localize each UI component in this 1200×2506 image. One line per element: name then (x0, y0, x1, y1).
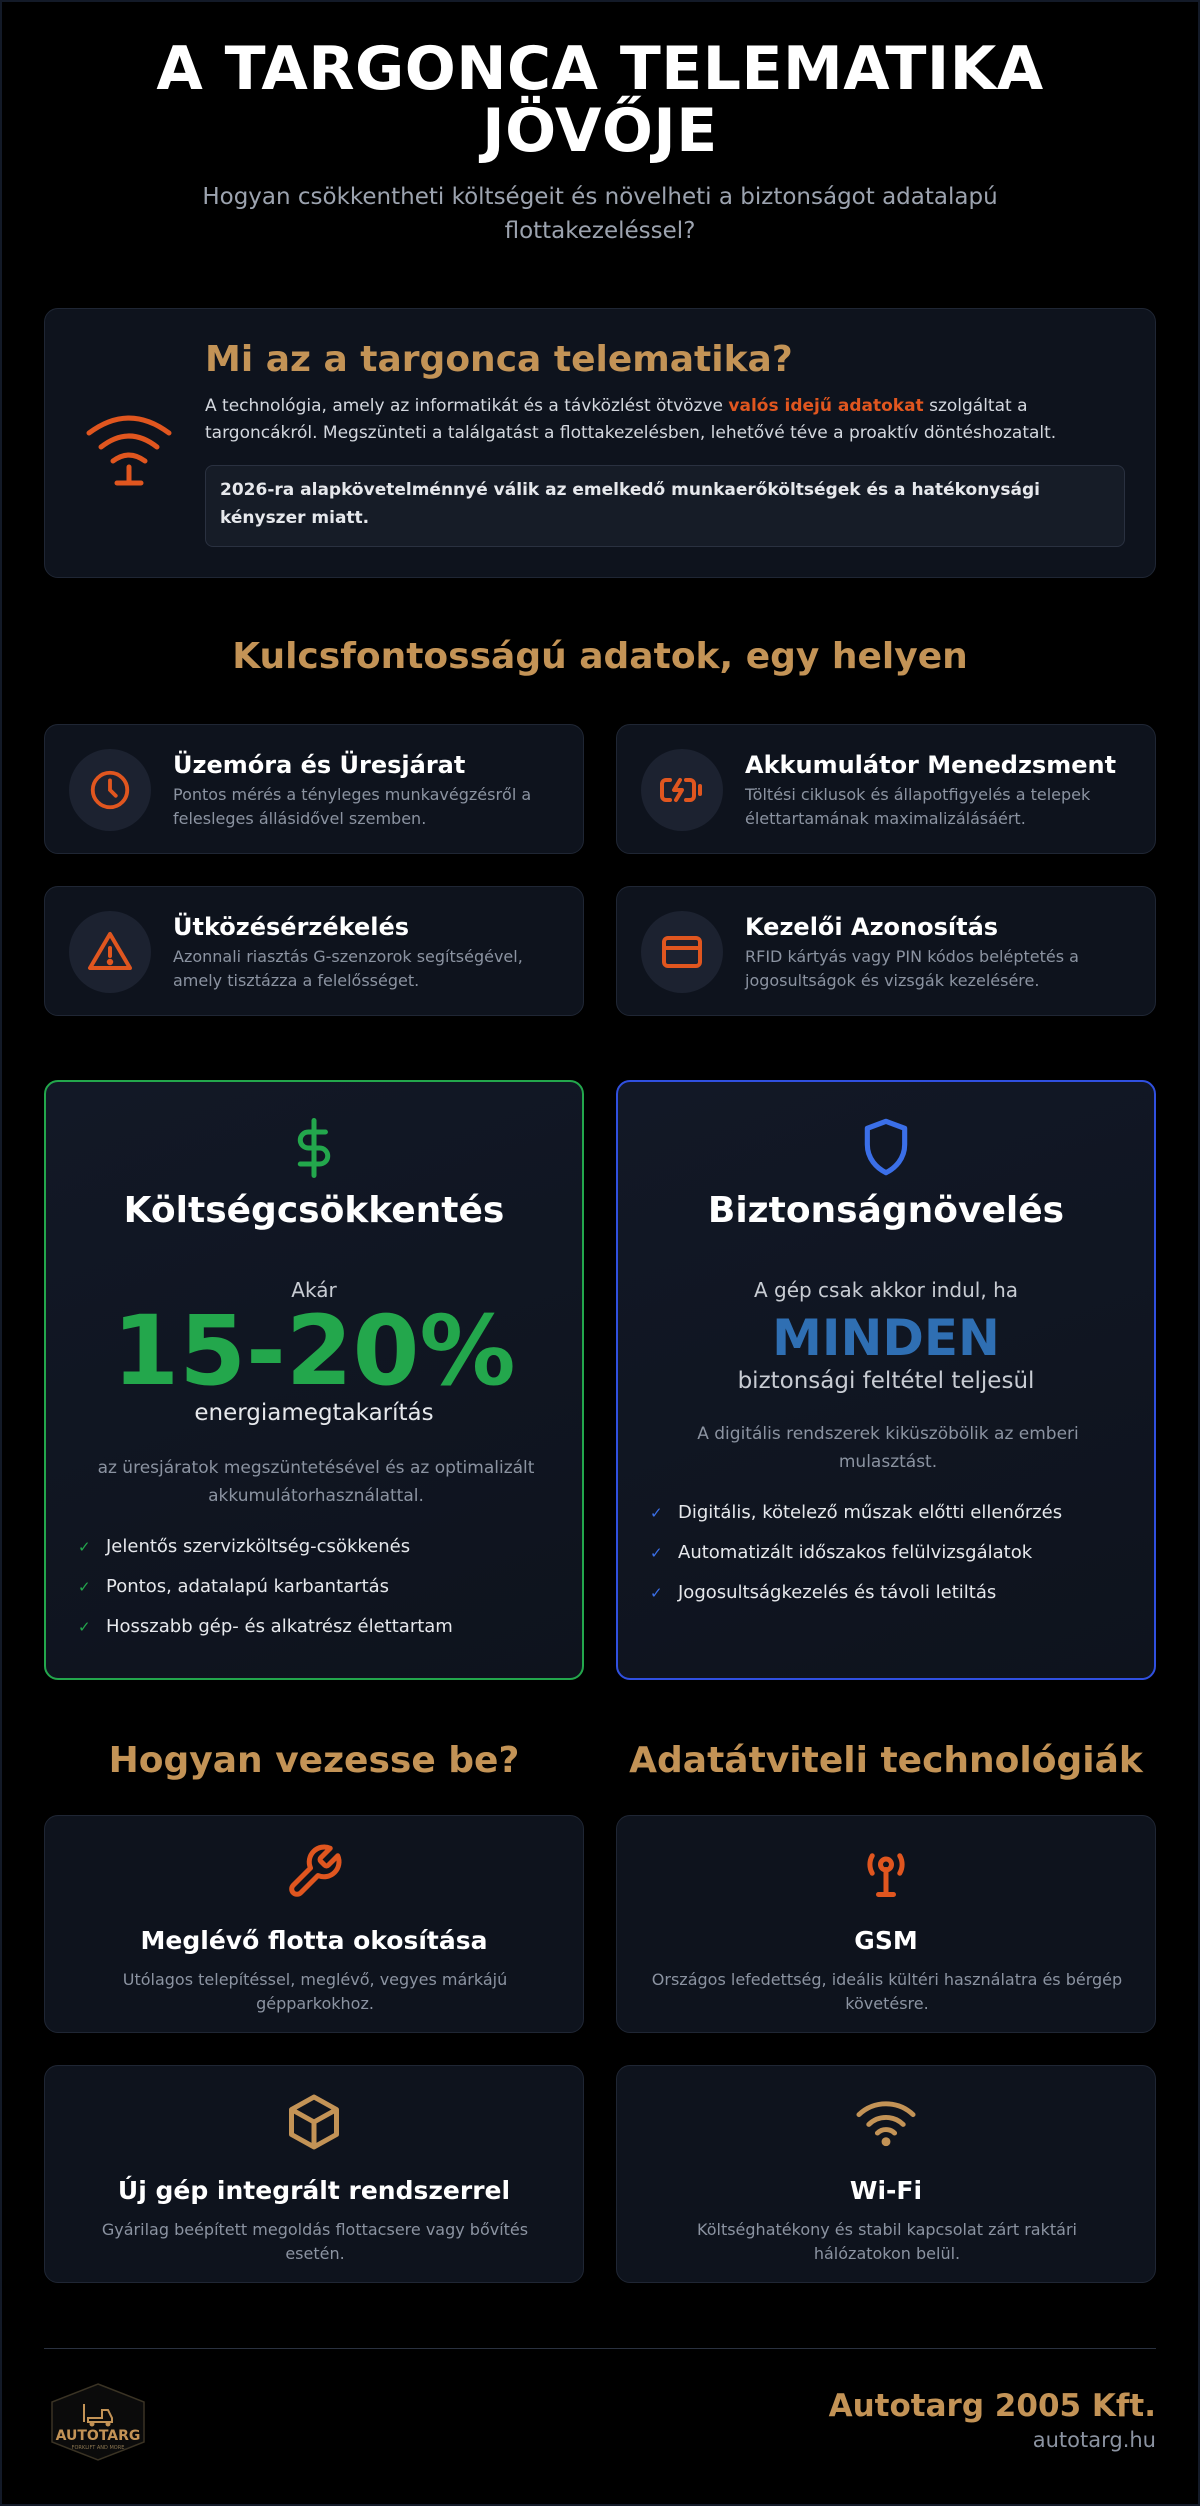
safety-value: MINDEN (772, 1309, 1000, 1367)
intro-text (205, 393, 1125, 447)
cost-title: Költségcsökkentés (123, 1190, 505, 1231)
company-logo (44, 2382, 152, 2462)
company-website[interactable]: autotarg.hu (1032, 2428, 1156, 2452)
check-icon: ✓ (650, 1584, 663, 1602)
tech-item-desc: Költséghatékony és stabil kapcsolat zárt raktári hálózatokon belül. (697, 2220, 1077, 2263)
check-text: Pontos, adatalapú karbantartás (106, 1576, 390, 1597)
tech-item-desc: Országos lefedettség, ideális kültéri használatra és bérgép követésre. (651, 1970, 1123, 2013)
wifi-signal-icon (81, 409, 177, 489)
check-text: Jelentős szervizköltség-csökkenés (106, 1536, 411, 1557)
howto-item-title: Új gép integrált rendszerrel (117, 2176, 511, 2205)
howto-card (44, 1815, 584, 2033)
intro-highlight: valós idejű adatokat (728, 396, 924, 416)
intro-card (44, 308, 1156, 578)
feature-card (44, 724, 584, 854)
intro-text-part: A technológia, amely az informatikát és a távközlést ötvözve (205, 396, 729, 416)
feature-card (616, 886, 1156, 1016)
clock-icon (69, 749, 151, 831)
dollar-icon (46, 1116, 582, 1180)
check-item (650, 1502, 1062, 1523)
feature-title: Üzemóra és Üresjárat (173, 751, 466, 779)
check-item (78, 1616, 453, 1637)
feature-desc: RFID kártyás vagy PIN kódos beléptetés a jogosultságok és vizsgák kezelésére. (745, 947, 1079, 990)
cost-desc: az üresjáratok megszüntetésével és az optimalizált akkumulátorhasználattal. (97, 1458, 535, 1506)
safety-pre: A gép csak akkor indul, ha (753, 1278, 1019, 1302)
check-icon: ✓ (78, 1578, 91, 1596)
intro-text-part: szolgáltat a targoncákról. Megszünteti a találgatást a flottakezelésben, lehetővé téve a proaktív döntéshozatalt. (205, 396, 1057, 443)
tech-card (616, 2065, 1156, 2283)
safety-card (616, 1080, 1156, 1680)
wrench-icon (45, 1842, 583, 1902)
company-name: Autotarg 2005 Kft. (828, 2388, 1156, 2424)
feature-card (44, 886, 584, 1016)
intro-title: Mi az a targonca telematika? (205, 339, 793, 380)
safety-label: biztonsági feltétel teljesül (737, 1368, 1035, 1394)
cost-value: 15-20% (112, 1295, 516, 1407)
wifi-icon (617, 2092, 1155, 2152)
check-icon: ✓ (78, 1618, 91, 1636)
logo-text: AUTOTARG (55, 2428, 141, 2444)
check-item (650, 1582, 996, 1603)
feature-desc: Pontos mérés a tényleges munkavégzésről a felesleges állásidővel szemben. (173, 785, 532, 828)
page-title: A TARGONCA TELEMATIKA JÖVŐJE (156, 34, 1044, 166)
header (0, 34, 1200, 248)
howto-item-title: Meglévő flotta okosítása (140, 1926, 488, 1955)
feature-desc: Töltési ciklusok és állapotfigyelés a telepek élettartamának maximalizálásáért. (745, 785, 1091, 828)
tech-title: Adatátviteli technológiák (629, 1740, 1143, 1781)
check-icon: ✓ (78, 1538, 91, 1556)
logo-subtext: FORKLIFT AND MORE (71, 2445, 125, 2451)
check-icon: ✓ (650, 1544, 663, 1562)
check-text: Hosszabb gép- és alkatrész élettartam (106, 1616, 453, 1637)
shield-icon (618, 1116, 1154, 1178)
antenna-icon (617, 1842, 1155, 1902)
check-text: Automatizált időszakos felülvizsgálatok (678, 1542, 1033, 1563)
check-item (650, 1542, 1032, 1563)
safety-title: Biztonságnövelés (707, 1190, 1065, 1231)
warning-triangle-icon (69, 911, 151, 993)
check-item (78, 1536, 410, 1557)
howto-title: Hogyan vezesse be? (108, 1740, 520, 1781)
card-icon (641, 911, 723, 993)
feature-title: Ütközésérzékelés (173, 913, 410, 941)
howto-card (44, 2065, 584, 2283)
check-item (78, 1576, 389, 1597)
safety-desc: A digitális rendszerek kiküszöbölik az emberi mulasztást. (697, 1424, 1079, 1472)
page-subtitle: Hogyan csökkentheti költségeit és növelheti a biztonságot adatalapú flottakezeléssel? (202, 184, 998, 244)
cost-label: energiamegtakarítás (194, 1400, 434, 1426)
footer-divider (44, 2348, 1156, 2349)
key-data-title: Kulcsfontosságú adatok, egy helyen (232, 636, 968, 677)
howto-item-desc: Gyárilag beépített megoldás flottacsere vagy bővítés esetén. (101, 2220, 529, 2263)
tech-item-title: GSM (854, 1926, 918, 1955)
tech-card (616, 1815, 1156, 2033)
feature-title: Akkumulátor Menedzsment (745, 751, 1117, 779)
check-text: Jogosultságkezelés és távoli letiltás (678, 1582, 997, 1603)
check-text: Digitális, kötelező műszak előtti ellenőrzés (678, 1502, 1063, 1523)
intro-note: 2026-ra alapkövetelménnyé válik az emelkedő munkaerőköltségek és a hatékonysági kényszer miatt. (205, 465, 1125, 547)
tech-item-title: Wi-Fi (849, 2176, 923, 2205)
cost-card (44, 1080, 584, 1680)
battery-charging-icon (641, 749, 723, 831)
howto-item-desc: Utólagos telepítéssel, meglévő, vegyes márkájú gépparkokhoz. (122, 1970, 508, 2013)
feature-desc: Azonnali riasztás G-szenzorok segítségével, amely tisztázza a felelősséget. (173, 947, 523, 990)
check-icon: ✓ (650, 1504, 663, 1522)
feature-title: Kezelői Azonosítás (745, 913, 999, 941)
cost-pre: Akár (291, 1278, 337, 1302)
box-icon (45, 2092, 583, 2152)
feature-card (616, 724, 1156, 854)
